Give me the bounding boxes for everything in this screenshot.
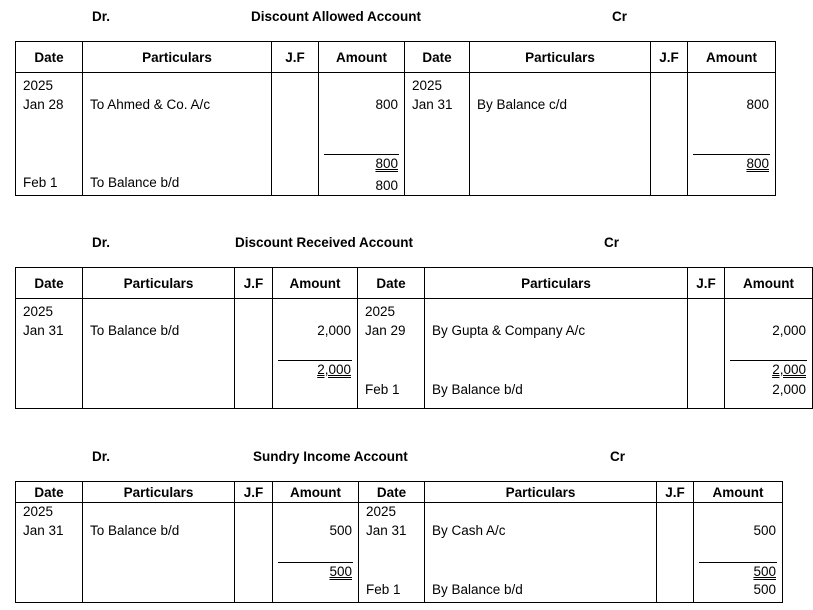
credit-particulars-column [425,299,688,409]
credit-jf-column [688,299,725,409]
jf-header: J.F [235,268,273,299]
date-cell: Jan 31 [23,523,64,538]
ledger-body [16,299,813,409]
credit-amount-column [688,73,776,196]
particulars-cell: To Balance b/d [90,175,180,190]
date-header: Date [16,482,83,503]
account-title: Discount Allowed Account [251,9,422,24]
credit-jf-column [657,503,694,603]
cr-label: Cr [612,9,628,24]
particulars-cell: To Balance b/d [90,523,180,538]
particulars-cell: By Balance b/d [432,382,523,397]
jf-header: J.F [688,268,725,299]
cr-label: Cr [604,235,620,250]
date-cell: Jan 31 [366,523,407,538]
account-title: Discount Received Account [235,235,414,250]
amount-header: Amount [273,482,359,503]
particulars-cell: By Balance b/d [432,582,523,597]
amount-header: Amount [725,268,813,299]
dr-label: Dr. [92,9,111,24]
total-amount: 800 [693,154,770,172]
year-cell: 2025 [23,78,54,93]
total-amount: 500 [699,562,777,580]
ledger-table-sundry-income [15,481,783,603]
date-cell: Jan 31 [412,97,453,112]
credit-amount-column [694,503,783,603]
total-amount: 2,000 [278,360,352,378]
ledger-table-discount-allowed [15,41,776,196]
year-cell: 2025 [23,504,54,519]
jf-header: J.F [272,42,319,73]
debit-jf-column [272,73,319,196]
date-cell: Jan 28 [23,97,64,112]
date-cell: Jan 29 [365,323,406,338]
dr-label: Dr. [92,235,111,250]
credit-date-column [358,299,425,409]
particulars-header: Particulars [83,268,235,299]
credit-date-column [405,73,470,196]
date-cell: Feb 1 [365,382,400,397]
debit-jf-column [235,299,273,409]
date-header: Date [359,482,425,503]
date-header: Date [358,268,425,299]
amount-cell: 2,000 [317,323,351,338]
total-amount: 500 [278,562,353,580]
year-cell: 2025 [412,78,443,93]
dr-label: Dr. [92,449,111,464]
particulars-cell: By Balance c/d [477,97,568,112]
date-cell: Feb 1 [23,175,58,190]
amount-cell: 800 [746,97,769,112]
year-cell: 2025 [23,304,54,319]
amount-cell: 2,000 [772,382,806,397]
total-amount: 800 [324,154,399,172]
amount-header: Amount [273,268,358,299]
debit-particulars-column [83,73,272,196]
amount-cell: 500 [329,523,352,538]
header-row [16,482,783,503]
debit-particulars-column [83,503,235,603]
particulars-cell: By Cash A/c [432,523,506,538]
particulars-header: Particulars [83,482,235,503]
particulars-header: Particulars [425,268,688,299]
amount-cell: 2,000 [772,323,806,338]
date-header: Date [16,42,83,73]
credit-jf-column [651,73,688,196]
debit-date-column [16,299,83,409]
debit-amount-column [273,299,358,409]
year-cell: 2025 [365,304,396,319]
debit-particulars-column [83,299,235,409]
jf-header: J.F [651,42,688,73]
amount-header: Amount [319,42,405,73]
credit-date-column [359,503,425,603]
credit-particulars-column [425,503,657,603]
date-cell: Jan 31 [23,323,64,338]
credit-particulars-column [470,73,651,196]
amount-cell: 500 [753,582,776,597]
debit-amount-column [273,503,359,603]
date-cell: Feb 1 [366,582,401,597]
debit-date-column [16,503,83,603]
date-header: Date [405,42,470,73]
header-row [16,42,776,73]
particulars-cell: To Balance b/d [90,323,180,338]
jf-header: J.F [235,482,273,503]
amount-header: Amount [694,482,783,503]
debit-jf-column [235,503,273,603]
debit-date-column [16,73,83,196]
cr-label: Cr [610,449,626,464]
jf-header: J.F [657,482,694,503]
particulars-header: Particulars [83,42,272,73]
date-header: Date [16,268,83,299]
amount-cell: 800 [375,97,398,112]
header-row [16,268,813,299]
ledger-table-discount-received [15,267,813,409]
particulars-header: Particulars [470,42,651,73]
particulars-cell: By Gupta & Company A/c [432,323,586,338]
particulars-header: Particulars [425,482,657,503]
amount-cell: 500 [753,523,776,538]
ledger-body [16,73,776,196]
ledger-body [16,503,783,603]
total-amount: 2,000 [730,360,807,378]
year-cell: 2025 [366,504,397,519]
particulars-cell: To Ahmed & Co. A/c [90,97,211,112]
amount-header: Amount [688,42,776,73]
debit-amount-column [319,73,405,196]
account-title: Sundry Income Account [253,449,408,464]
amount-cell: 800 [375,178,398,193]
credit-amount-column [725,299,813,409]
